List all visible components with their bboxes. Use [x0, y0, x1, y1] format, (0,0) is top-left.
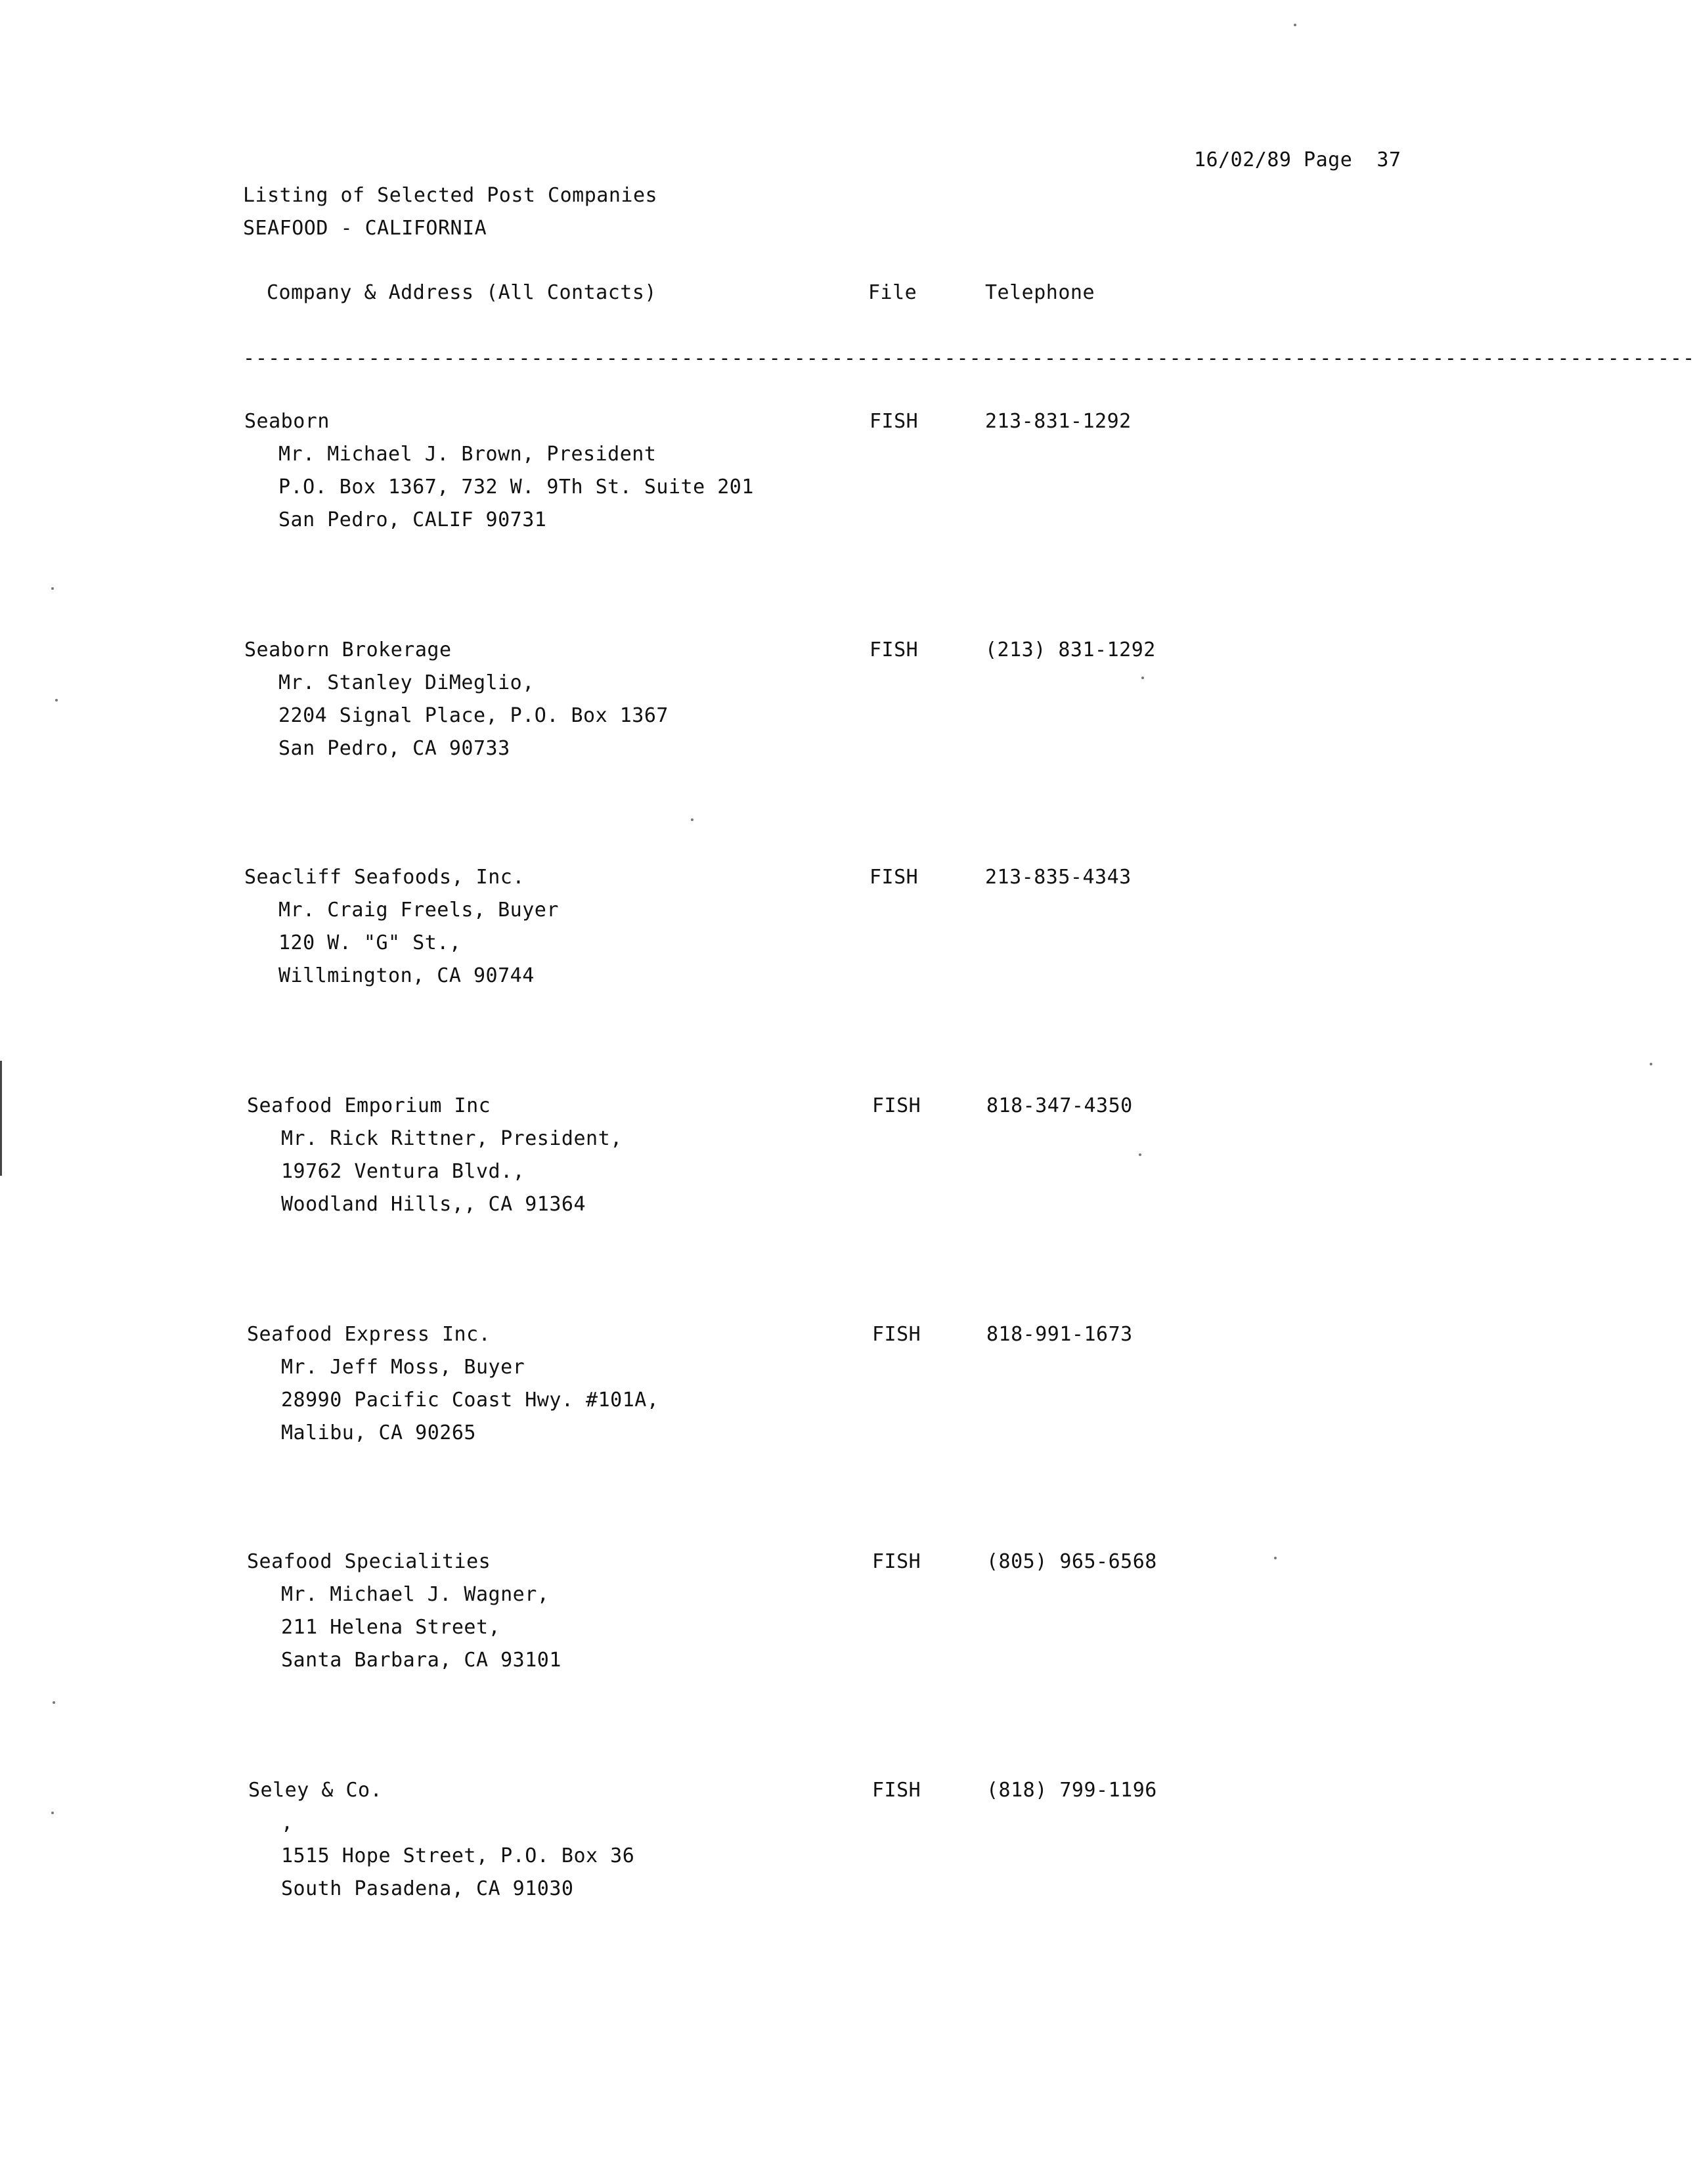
company-contact: Mr. Stanley DiMeglio, — [278, 671, 535, 694]
company-entry — [0, 866, 1669, 1036]
company-city-line: Santa Barbara, CA 93101 — [281, 1649, 561, 1672]
company-file: FISH — [870, 866, 919, 889]
company-city-line: Malibu, CA 90265 — [281, 1421, 476, 1444]
company-entry — [0, 1094, 1669, 1265]
company-name: Seafood Express Inc. — [247, 1323, 491, 1346]
listing-title: Listing of Selected Post Companies — [243, 184, 658, 207]
company-name: Seaborn — [244, 410, 330, 433]
column-header-company: Company & Address (All Contacts) — [267, 281, 657, 304]
company-entry — [0, 1323, 1669, 1494]
scan-speck — [53, 1701, 55, 1704]
listing-subtitle: SEAFOOD - CALIFORNIA — [243, 217, 487, 240]
company-city-line: San Pedro, CALIF 90731 — [278, 508, 547, 531]
company-city-line: Willmington, CA 90744 — [278, 964, 535, 987]
scan-speck — [1139, 1153, 1141, 1156]
scan-speck — [1294, 24, 1296, 26]
column-header-file: File — [868, 281, 917, 304]
company-name: Seaborn Brokerage — [244, 638, 452, 661]
company-address-line: 2204 Signal Place, P.O. Box 1367 — [278, 704, 669, 727]
scan-speck — [51, 587, 54, 590]
scan-speck — [1274, 1557, 1277, 1559]
company-entry — [0, 1779, 1669, 1950]
company-contact: , — [281, 1812, 294, 1835]
company-file: FISH — [870, 638, 919, 661]
company-entry — [0, 410, 1669, 581]
company-contact: Mr. Craig Freels, Buyer — [278, 899, 559, 922]
company-address-line: 120 W. "G" St., — [278, 931, 462, 954]
company-city-line: San Pedro, CA 90733 — [278, 737, 510, 760]
company-name: Seley & Co. — [248, 1779, 383, 1802]
company-name: Seacliff Seafoods, Inc. — [244, 866, 525, 889]
company-city-line: Woodland Hills,, CA 91364 — [281, 1193, 586, 1216]
company-telephone: (213) 831-1292 — [985, 638, 1156, 661]
company-telephone: 213-835-4343 — [985, 866, 1132, 889]
scan-speck — [691, 818, 693, 821]
company-contact: Mr. Michael J. Brown, President — [278, 443, 657, 466]
column-header-telephone: Telephone — [985, 281, 1095, 304]
company-file: FISH — [870, 410, 919, 433]
company-telephone: (818) 799-1196 — [986, 1779, 1157, 1802]
company-contact: Mr. Rick Rittner, President, — [281, 1127, 623, 1150]
company-entry — [0, 1550, 1669, 1721]
company-name: Seafood Specialities — [247, 1550, 491, 1573]
company-contact: Mr. Jeff Moss, Buyer — [281, 1356, 525, 1379]
scan-margin-mark — [0, 1061, 2, 1176]
company-city-line: South Pasadena, CA 91030 — [281, 1877, 574, 1900]
scan-speck — [1141, 677, 1144, 679]
company-telephone: (805) 965-6568 — [986, 1550, 1157, 1573]
company-entry — [0, 638, 1669, 809]
scan-speck — [51, 1812, 54, 1814]
company-telephone: 818-991-1673 — [986, 1323, 1133, 1346]
company-address-line: P.O. Box 1367, 732 W. 9Th St. Suite 201 — [278, 476, 754, 499]
company-telephone: 213-831-1292 — [985, 410, 1132, 433]
company-contact: Mr. Michael J. Wagner, — [281, 1583, 550, 1606]
company-file: FISH — [872, 1550, 921, 1573]
company-file: FISH — [872, 1094, 921, 1117]
dashed-divider: -------------------------------------------------------------------------------------------------------------------- — [243, 347, 1695, 370]
company-address-line: 28990 Pacific Coast Hwy. #101A, — [281, 1389, 659, 1412]
company-name: Seafood Emporium Inc — [247, 1094, 491, 1117]
company-file: FISH — [872, 1323, 921, 1346]
scan-speck — [1650, 1063, 1652, 1065]
company-address-line: 1515 Hope Street, P.O. Box 36 — [281, 1844, 635, 1867]
date-page-stamp: 16/02/89 Page 37 — [1194, 148, 1401, 171]
company-telephone: 818-347-4350 — [986, 1094, 1133, 1117]
company-address-line: 19762 Ventura Blvd., — [281, 1160, 525, 1183]
scan-speck — [55, 699, 58, 702]
company-file: FISH — [872, 1779, 921, 1802]
company-address-line: 211 Helena Street, — [281, 1616, 501, 1639]
